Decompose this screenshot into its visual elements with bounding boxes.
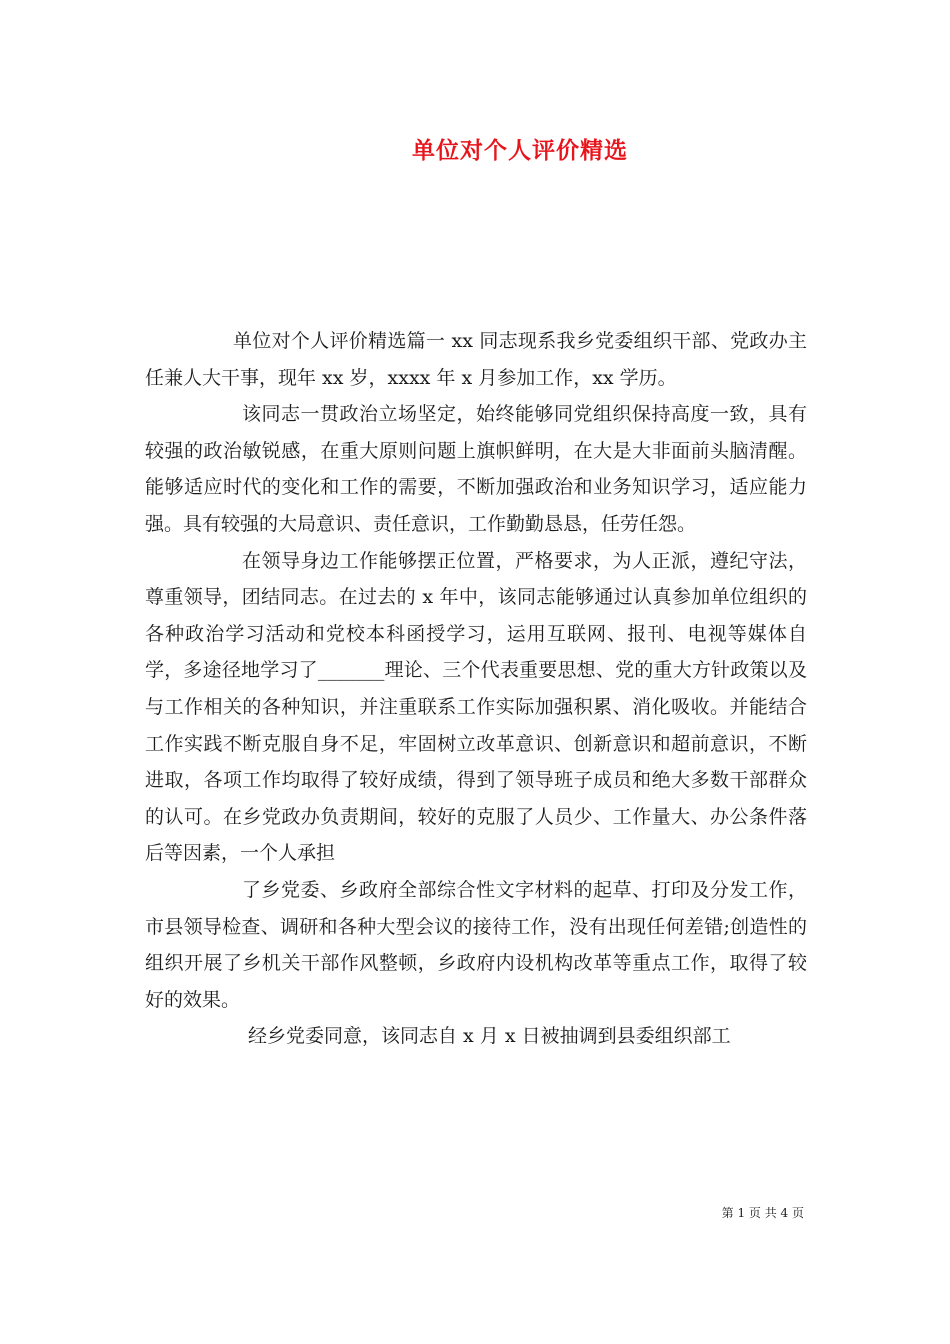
paragraph-1: 单位对个人评价精选篇一 xx 同志现系我乡党委组织干部、党政办主任兼人大干事，现年 xx 岁，xxxx 年 x 月参加工作，xx 学历。 [145,330,807,389]
paragraph-4: 了乡党委、乡政府全部综合性文字材料的起草、打印及分发工作，市县领导检查、调研和各种大型会议的接待工作，没有出现任何差错;创造性的组织开展了乡机关干部作风整顿，乡政府内设机构改革等重点工作，取得了较好的效果。 [145,878,807,1011]
paragraph-5: 经乡党委同意，该同志自 x 月 x 日被抽调到县委组织部工 [248,1025,731,1048]
document-title: 单位对个人评价精选 [412,137,628,164]
paragraph-3: 在领导身边工作能够摆正位置，严格要求，为人正派，遵纪守法，尊重领导，团结同志。在过去的 x 年中，该同志能够通过认真参加单位组织的各种政治学习活动和党校本科函授学习，运用互联网、报刊、电视等媒体自学，多途径地学习了_______理论、三个代表重要思想、党的重大方针政策以及与工作相关的各种知识，并注重联系工作实际加强积累、消化吸收。并能结合工作实践不断克服自身不足，牢固树立改革意识、创新意识和超前意识，不断进取，各项工作均取得了较好成绩，得到了领导班子成员和绝大多数干部群众的认可。在乡党政办负责期间，较好的克服了人员少、工作量大、办公条件落后等因素，一个人承担 [145,549,807,865]
paragraph-2: 该同志一贯政治立场坚定，始终能够同党组织保持高度一致，具有较强的政治敏锐感，在重大原则问题上旗帜鲜明，在大是大非面前头脑清醒。能够适应时代的变化和工作的需要，不断加强政治和业务知识学习，适应能力强。具有较强的大局意识、责任意识，工作勤勤恳恳，任劳任怨。 [145,403,807,535]
page-number-footer: 第 1 页 共 4 页 [721,1206,804,1220]
document-body [145,323,807,1055]
